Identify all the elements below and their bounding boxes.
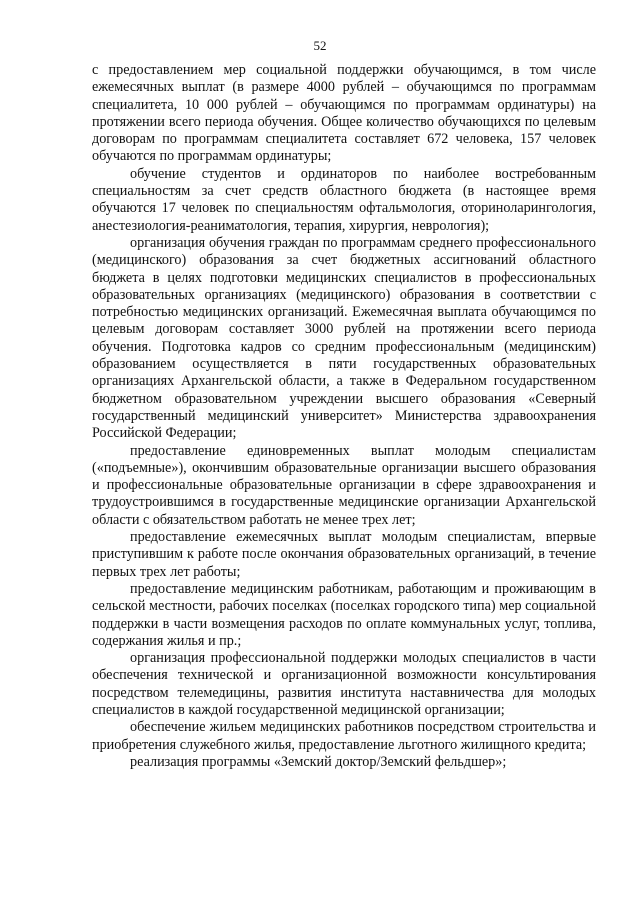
page-number: 52: [313, 38, 327, 53]
paragraph: организация обучения граждан по программам среднего профессионального (медицинского) образования за счет бюджетных ассигнований областного бюджета в целях подготовки медицинских специалистов в профессиональных образовательных организациях (медицинского) образования в соответствии с потребностью медицинских организаций. Ежемесячная выплата обучающимся по целевым договорам составляет 3000 рублей на протяжении всего периода обучения. Подготовка кадров со средним профессиональным (медицинским) образованием осуществляется в пяти государственных образовательных организациях Архангельской области, а также в Федеральном государственном бюджетном образовательном учреждении высшего образования «Северный государственный медицинский университет» Министерства здравоохранения Российской Федерации;: [92, 234, 596, 442]
paragraph: организация профессиональной поддержки молодых специалистов в части обеспечения технической и организационной возможности консультирования посредством телемедицины, развития института наставничества для молодых специалистов в каждой государственной медицинской организации;: [92, 650, 596, 718]
paragraph: предоставление медицинским работникам, работающим и проживающим в сельской местности, рабочих поселках (поселках городского типа) мер социальной поддержки в части возмещения расходов по оплате коммунальных услуг, топлива, содержания жилья и пр.;: [92, 580, 596, 649]
document-body: [92, 62, 596, 771]
paragraph: предоставление единовременных выплат молодым специалистам («подъемные»), окончившим образовательные организации высшего образования и профессиональные образовательные организации в сфере здравоохранения и трудоустроившимся в государственные медицинские организации Архангельской области с обязательством работать не менее трех лет;: [92, 442, 596, 528]
paragraph: обучение студентов и ординаторов по наиболее востребованным специальностям за счет средств областного бюджета (в настоящее время обучаются 17 человек по специальностям офтальмология, оториноларингология, анестезиология-реаниматология, терапия, хирургия, неврология);: [92, 165, 596, 234]
paragraph: реализация программы «Земский доктор/Земский фельдшер»;: [130, 753, 507, 770]
paragraph: предоставление ежемесячных выплат молодым специалистам, впервые приступившим к работе после окончания образовательных организаций, в течение первых трех лет работы;: [92, 529, 596, 580]
paragraph: обеспечение жильем медицинских работников посредством строительства и приобретения служебного жилья, предоставление льготного жилищного кредита;: [92, 719, 596, 753]
paragraph-continuation: с предоставлением мер социальной поддержки обучающимся, в том числе ежемесячных выплат (в размере 4000 рублей – обучающимся по программам специалитета, 10 000 рублей – обучающимся по программам ординатуры) на протяжении всего периода обучения. Общее количество обучающихся по целевым договорам по программам специалитета составляет 672 человека, 157 человек обучаются по программам ординатуры;: [92, 62, 596, 165]
